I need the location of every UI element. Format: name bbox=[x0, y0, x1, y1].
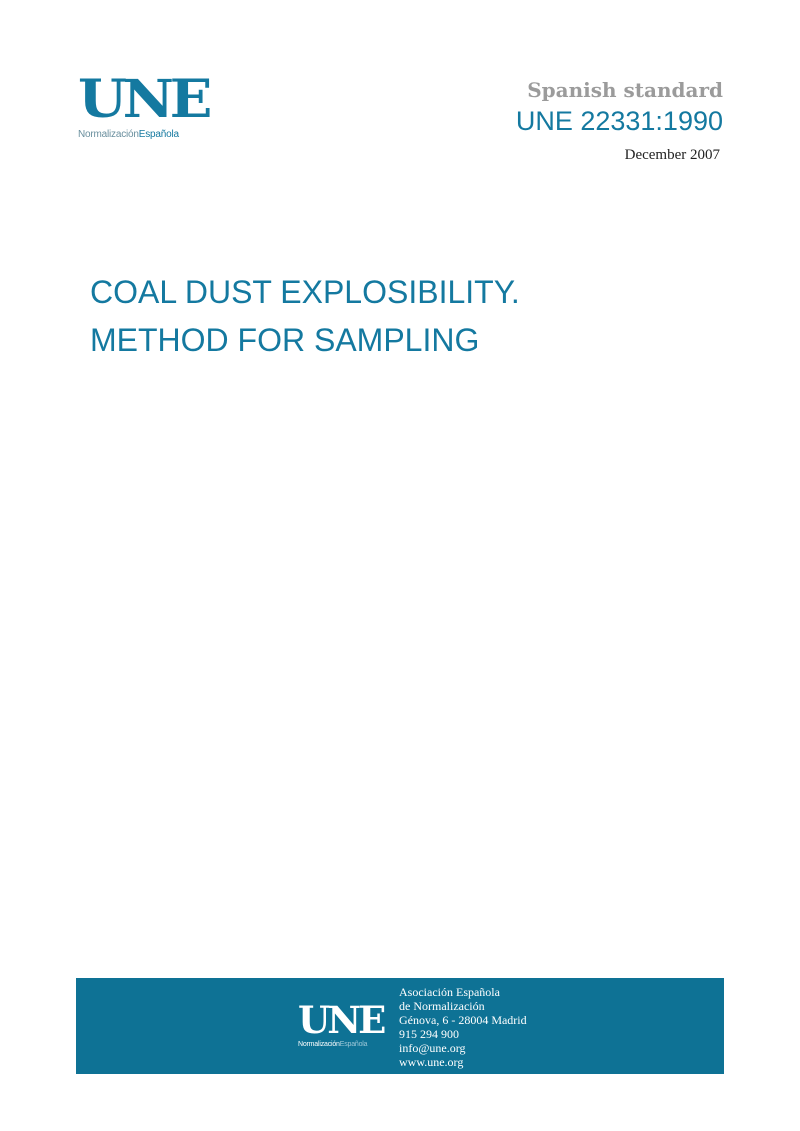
org-address: Génova, 6 - 28004 Madrid bbox=[399, 1013, 527, 1027]
standard-date: December 2007 bbox=[624, 147, 720, 163]
org-phone: 915 294 900 bbox=[399, 1027, 459, 1041]
document-title bbox=[90, 268, 520, 364]
une-logo-subtitle bbox=[78, 129, 198, 140]
footer-logo-sub-part-a: Normalización bbox=[298, 1041, 340, 1048]
standard-label: Spanish standard bbox=[527, 78, 723, 102]
une-logo bbox=[78, 69, 209, 140]
footer-logo-subtitle bbox=[298, 1041, 383, 1048]
footer-une-logo bbox=[298, 998, 384, 1048]
organization-contact bbox=[399, 985, 527, 1069]
standard-code: UNE 22331:1990 bbox=[515, 106, 723, 136]
standard-info bbox=[516, 78, 723, 164]
une-logo-mark: UNE bbox=[78, 69, 209, 130]
footer-banner bbox=[76, 978, 724, 1074]
title-line-1: COAL DUST EXPLOSIBILITY. bbox=[90, 274, 520, 310]
org-name-line-1: Asociación Española bbox=[399, 985, 500, 999]
footer-logo-sub-part-b: Española bbox=[339, 1041, 368, 1048]
logo-sub-part-a: Normalización bbox=[78, 129, 139, 140]
org-email: info@une.org bbox=[399, 1041, 466, 1055]
org-website: www.une.org bbox=[399, 1055, 464, 1069]
logo-sub-part-b: Española bbox=[138, 129, 179, 140]
org-name-line-2: de Normalización bbox=[399, 999, 485, 1013]
footer-logo-mark: UNE bbox=[298, 998, 384, 1042]
title-line-2: METHOD FOR SAMPLING bbox=[90, 322, 480, 358]
